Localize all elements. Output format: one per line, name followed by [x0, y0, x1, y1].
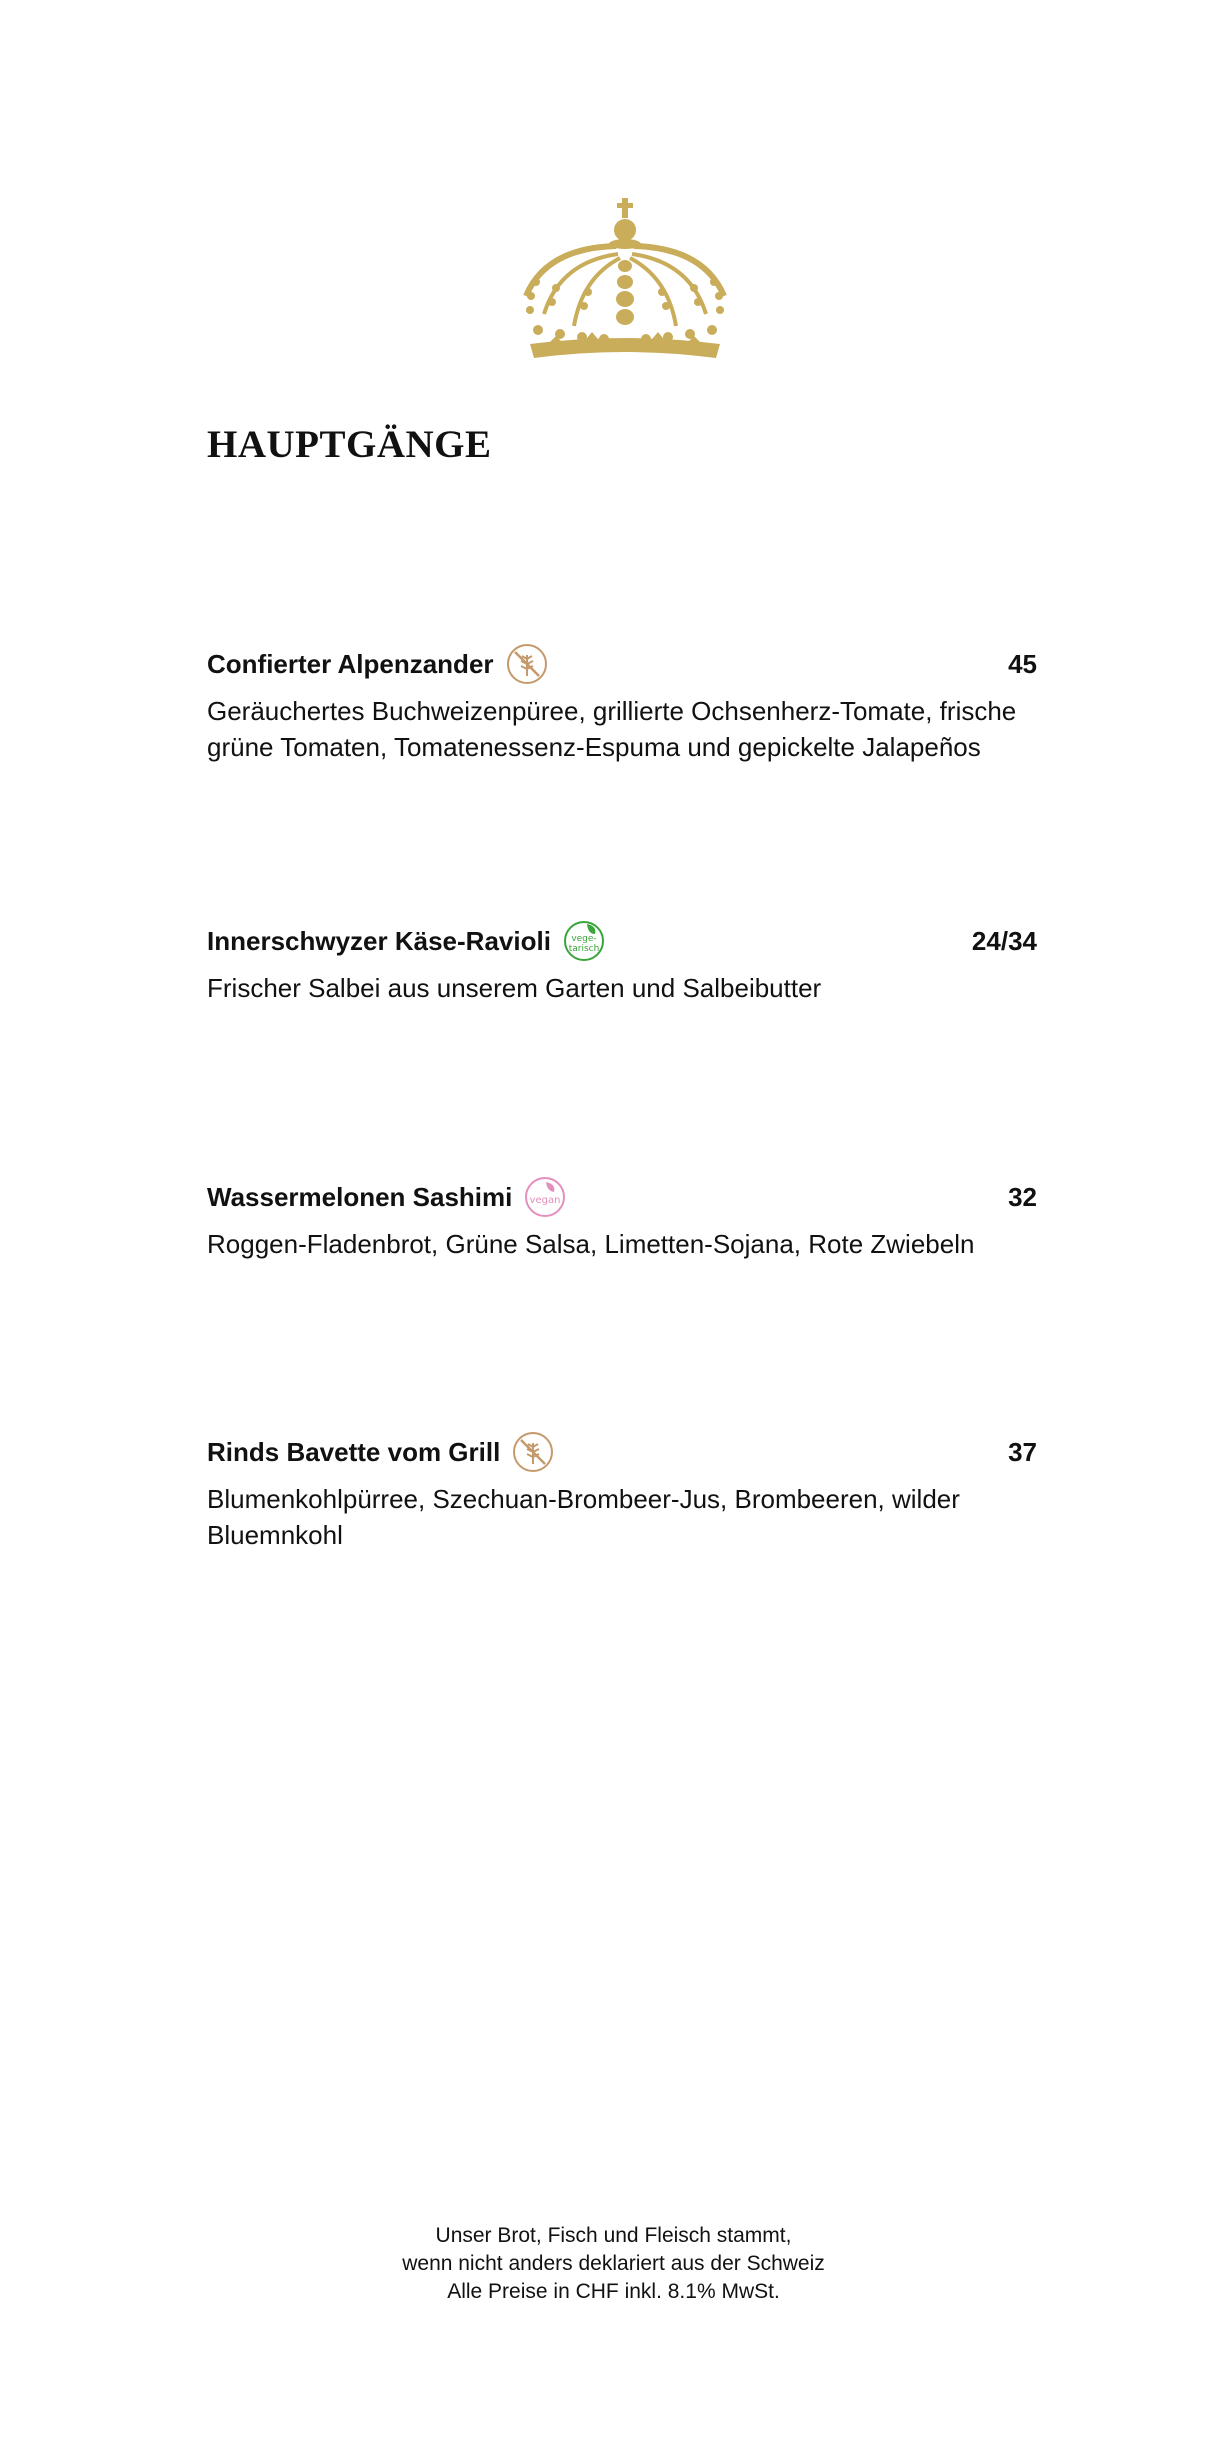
crown-icon — [516, 196, 736, 366]
dish-name: Confierter Alpenzander — [207, 648, 494, 679]
vegan-icon — [524, 1176, 566, 1218]
svg-text:vege-: vege- — [571, 934, 597, 944]
menu-item — [207, 1174, 1037, 1262]
dish-description: Blumenkohlpürree, Szechuan-Brombeer-Jus, Brombeeren, wilder Bluemnkohl — [207, 1484, 960, 1550]
dish-description: Roggen-Fladenbrot, Grüne Salsa, Limetten-Sojana, Rote Zwiebeln — [207, 1229, 975, 1259]
dish-price: 32 — [1008, 1182, 1037, 1212]
footer-note — [0, 2222, 1227, 2306]
dish-price: 45 — [1008, 649, 1037, 679]
dish-description: Frischer Salbei aus unserem Garten und Salbeibutter — [207, 973, 822, 1003]
dish-name: Wassermelonen Sashimi — [207, 1181, 513, 1212]
dish-name: Innerschwyzer Käse-Ravioli — [207, 925, 551, 956]
svg-text:vegan: vegan — [529, 1195, 561, 1206]
menu-item — [207, 1429, 1037, 1553]
dish-price: 24/34 — [971, 926, 1037, 956]
dish-price: 37 — [1008, 1437, 1037, 1467]
vegetarian-icon — [563, 920, 605, 962]
footer-line: Unser Brot, Fisch und Fleisch stammt, — [435, 2224, 792, 2247]
footer-line: Alle Preise in CHF inkl. 8.1% MwSt. — [447, 2280, 780, 2303]
page-title: HAUPTGÄNGE — [207, 423, 492, 466]
lactose-free-icon — [512, 1431, 554, 1473]
menu-item — [207, 918, 1037, 1006]
menu-item — [207, 641, 1037, 765]
svg-text:tarisch: tarisch — [568, 944, 600, 954]
footer-line: wenn nicht anders deklariert aus der Schweiz — [402, 2252, 825, 2275]
lactose-free-icon — [506, 643, 548, 685]
dish-description: Geräuchertes Buchweizenpüree, grillierte Ochsenherz-Tomate, frische grüne Tomaten, Tomatenessenz-Espuma und gepickelte Jalapeños — [207, 696, 1017, 762]
dish-name: Rinds Bavette vom Grill — [207, 1436, 501, 1467]
